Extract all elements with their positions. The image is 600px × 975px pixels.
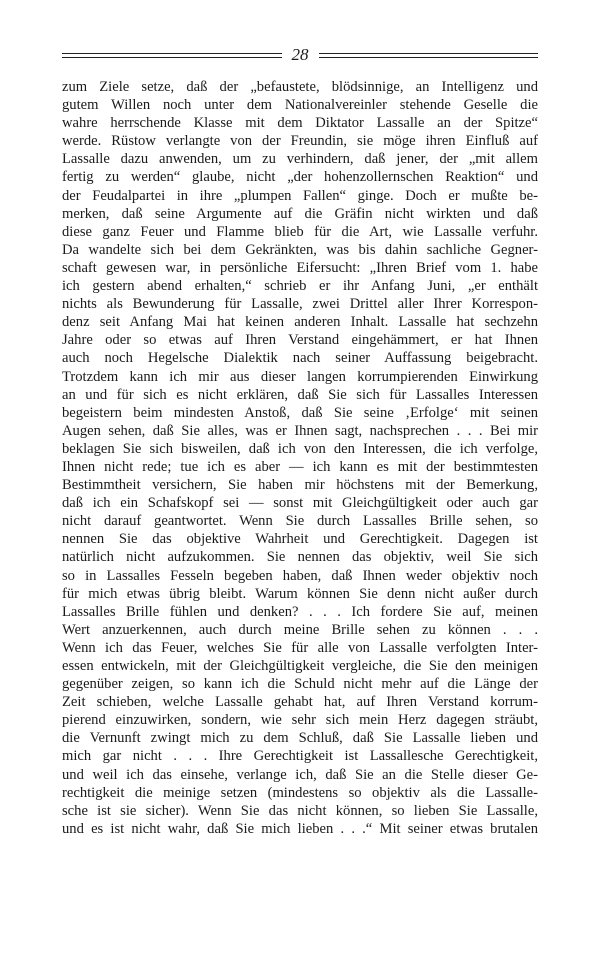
text-line: mich gar nicht . . . Ihre Gerechtigkeit ist Lassallesche Gerechtigkeit, [62,748,538,765]
text-line: essen entwickeln, mit der Gleichgültigkeit vergleiche, die Sie den meinigen [62,658,538,674]
text-line: die Vernunft zwingt mich zu dem Schluß, daß Sie Lassalle lieben und [62,730,538,747]
text-line: pierend einzuwirken, sondern, wie sehr sich mein Herz dagegen sträubt, [62,712,538,729]
page-number: 28 [291,45,309,64]
text-line: der Feudalpartei in ihre „plumpen Fallen“ ginge. Doch er mußte be- [62,187,538,204]
text-line: Lassalles Brille fühlen und denken? . . . Ich fordere Sie auf, meinen [62,603,538,620]
text-line: sche ist sie sicher). Wenn Sie das nicht können, so lieben Sie Lassalle, [62,802,538,819]
text-line: Wert anzuerkennen, auch durch meine Brille sehen zu können . . . [62,621,538,638]
text-line: rechtigkeit die meinige setzen (mindestens so objektiv als die Lassalle- [62,784,538,801]
text-line: daß ich ein Schafskopf sei — sonst mit Gleichgültigkeit oder auch gar [62,495,538,512]
text-line: an und für sich es nicht erklären, daß Sie sich für Lassalles Interessen [62,386,538,403]
text-line: zum Ziele setze, daß der „befaustete, blödsinnige, an Intelligenz und [62,79,538,95]
text-line: schaft gewesen war, in persönliche Eifersucht: „Ihren Brief vom 1. habe [62,259,538,276]
body-text [62,78,538,838]
text-line: wahre herrschende Klasse mit dem Diktator Lassalle an der Spitze“ [62,115,538,132]
text-line: fertig zu werden“ glaube, nicht „der hohenzollernschen Reaktion“ und [62,169,538,186]
text-line: Zeit schieben, welche Lassalle gehabt hat, auf Ihren Verstand korrum- [62,694,538,711]
page-header [62,44,538,66]
text-line: werde. Rüstow verlangte von der Freundin, sie möge ihren Einfluß auf [62,133,538,150]
text-line: Da wandelte sich bei dem Gekränkten, was bis dahin sachliche Gegner- [62,241,538,258]
text-line: so in Lassalles Fesseln begeben haben, daß Ihnen weder objektiv noch [62,567,538,584]
text-line: auch noch Hegelsche Dialektik nach seiner Auffassung beigebracht. [62,350,538,367]
header-rule-right [319,53,539,58]
text-line: Jahre oder so etwas auf Ihren Verstand eingehämmert, er hat Ihnen [62,332,538,349]
text-line: und es ist nicht wahr, daß Sie mich lieben . . .“ Mit seiner etwas brutalen [62,820,538,837]
text-line: Ihnen nicht rede; tue ich es aber — ich kann es mit der bestimmtesten [62,458,538,475]
text-line: Wenn ich das Feuer, welches Sie für alle von Lassalle verfolgten Inter- [62,639,538,656]
header-rule-left [62,53,282,58]
text-line: denz seit Anfang Mai hat keinen anderen Inhalt. Lassalle hat sechzehn [62,314,538,331]
text-line: diese ganz Feuer und Flamme blieb für die Art, wie Lassalle verfuhr. [62,223,538,240]
text-line: gegenüber zeigen, so kann ich die Schuld nicht mehr auf die Länge der [62,676,538,693]
text-line: und weil ich das einsehe, verlange ich, daß Sie an die Stelle dieser Ge- [62,766,538,783]
text-line: ich gestern abend erhalten,“ schrieb er ihr Anfang Juni, „er enthält [62,278,538,295]
text-line: Augen sehen, daß Sie alles, was er Ihnen sagt, nachsprechen . . . Bei mir [62,422,538,439]
text-line: gutem Willen noch unter dem Nationalvereinler stehende Geselle die [62,97,538,114]
text-line: Trotzdem kann ich mir aus dieser langen korrumpierenden Einwirkung [62,368,538,385]
text-line: nennen Sie das objektive Wahrheit und Gerechtigkeit. Dagegen ist [62,531,538,548]
text-line: natürlich nicht aufzukommen. Sie nennen das objektiv, weil Sie sich [62,549,538,566]
text-line: Lassalle dazu anwenden, um zu verhindern, daß jener, der „mit allem [62,151,538,168]
text-line: nicht darauf geantwortet. Wenn Sie durch Lassalles Brille sehen, so [62,513,538,530]
text-line: beklagen Sie sich bisweilen, daß ich von den Interessen, die ich verfolge, [62,440,538,457]
text-line: Bestimmtheit versichern, Sie haben mir höchstens mit der Bemerkung, [62,477,538,494]
text-line: merken, daß seine Argumente auf die Gräfin nicht wirkten und daß [62,205,538,222]
text-line: begeistern beim mindesten Anstoß, daß Sie seine ‚Erfolge‘ mit seinen [62,404,538,421]
text-line: für mich etwas übrig bleibt. Warum können Sie denn nicht außer durch [62,585,538,602]
text-line: nichts als Bewunderung für Lassalle, zwei Drittel aller Ihrer Korrespon- [62,296,538,313]
